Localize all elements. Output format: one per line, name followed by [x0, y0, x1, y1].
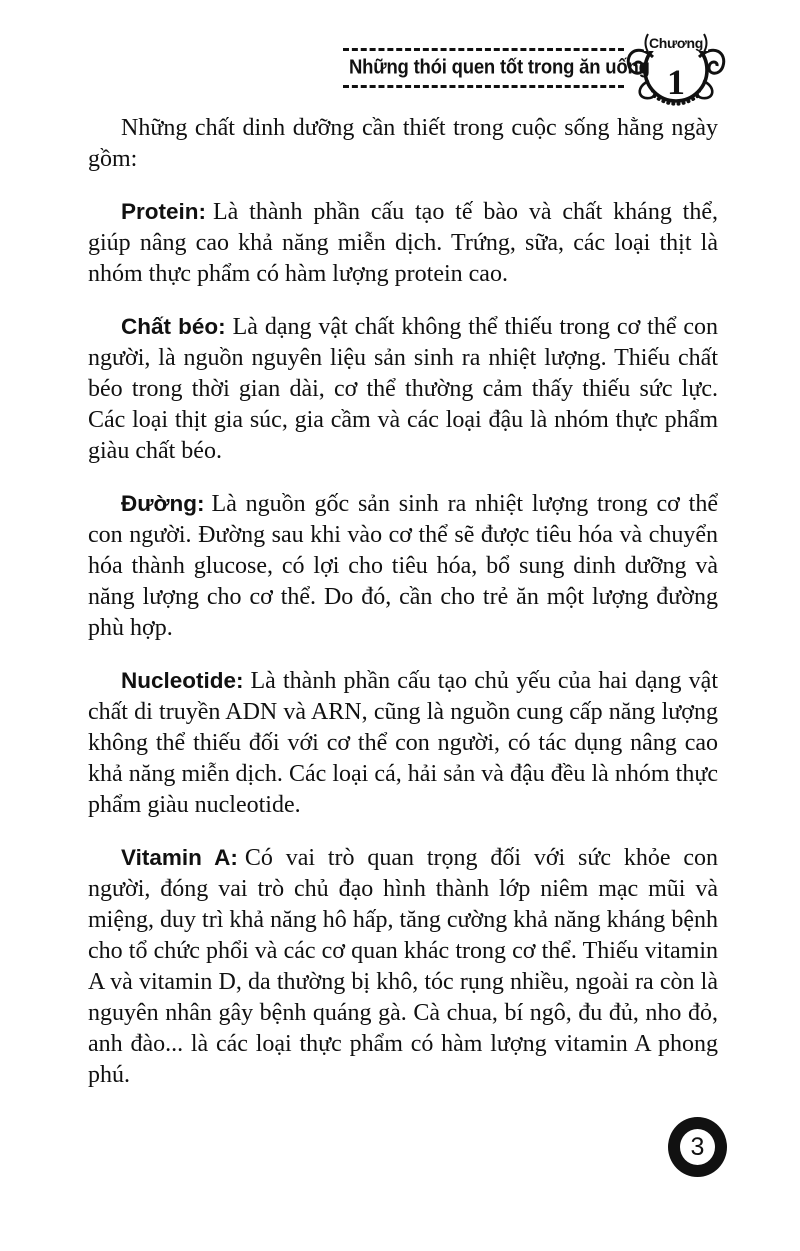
paragraph [88, 665, 718, 821]
paragraph [88, 488, 718, 644]
chapter-badge [623, 30, 753, 118]
paragraph [88, 196, 718, 290]
right-swirl-icon [697, 50, 723, 98]
chapter-number: 1 [667, 62, 685, 102]
paragraph-lead: Đường: [121, 491, 205, 516]
paragraph [88, 112, 718, 175]
running-title: Những thói quen tốt trong ăn uống [349, 55, 650, 78]
chapter-label: Chương [648, 35, 704, 51]
paragraph-text: Có vai trò quan trọng đối với sức khỏe con người, đóng vai trò chủ đạo hình thành lớp niêm mạc mũi và miệng, duy trì khả năng hô hấp, tăng cường khả năng kháng bệnh cho tổ chức phổi và các cơ quan khác trong cơ thể. Thiếu vitamin A và vitamin D, da thường bị khô, tóc rụng nhiều, ngoài ra còn là nguyên nhân gây bệnh quáng gà. Cà chua, bí ngô, đu đủ, nho đỏ, anh đào... là các loại thực phẩm có hàm lượng vitamin A phong phú. [88, 845, 718, 1088]
paragraph-text: Là nguồn gốc sản sinh ra nhiệt lượng trong cơ thể con người. Đường sau khi vào cơ thể sẽ được tiêu hóa và chuyển hóa thành glucose, có lợi cho tiêu hóa, bổ sung dinh dưỡng và năng lượng cho cơ thể. Do đó, cần cho trẻ ăn một lượng đường phù hợp. [88, 491, 718, 641]
page-number-badge [668, 1117, 727, 1177]
paragraph-text: Là thành phần cấu tạo tế bào và chất kháng thể, giúp nâng cao khả năng miễn dịch. Trứng, sữa, các loại thịt là nhóm thực phẩm có hàm lượng protein cao. [88, 199, 718, 287]
paragraph-lead: Chất béo: [121, 314, 226, 339]
paragraph-text: Những chất dinh dưỡng cần thiết trong cuộc sống hằng ngày gồm: [88, 115, 718, 172]
running-title-box [343, 48, 650, 88]
paragraph [88, 311, 718, 467]
paragraph-text: Là thành phần cấu tạo chủ yếu của hai dạng vật chất di truyền ADN và ARN, cũng là nguồn cung cấp năng lượng không thể thiếu đối với cơ thể con người, có tác dụng nâng cao khả năng miễn dịch. Các loại cá, hải sản và đậu đều là nhóm thực phẩm giàu nucleotide. [88, 668, 718, 818]
left-swirl-icon [628, 50, 654, 98]
paragraph-lead: Nucleotide: [121, 668, 244, 693]
paragraph-text: Là dạng vật chất không thể thiếu trong cơ thể con người, là nguồn nguyên liệu sản sinh ra nhiệt lượng. Thiếu chất béo trong thời gian dài, cơ thể thường cảm thấy thiếu sức lực. Các loại thịt gia súc, gia cầm và các loại đậu là nhóm thực phẩm giàu chất béo. [88, 314, 719, 464]
paragraph [88, 842, 718, 1091]
page-number: 3 [690, 1132, 705, 1161]
body-text [88, 112, 718, 1091]
paragraph-lead: Protein: [121, 199, 207, 224]
paragraph-lead: Vitamin A: [121, 845, 238, 870]
